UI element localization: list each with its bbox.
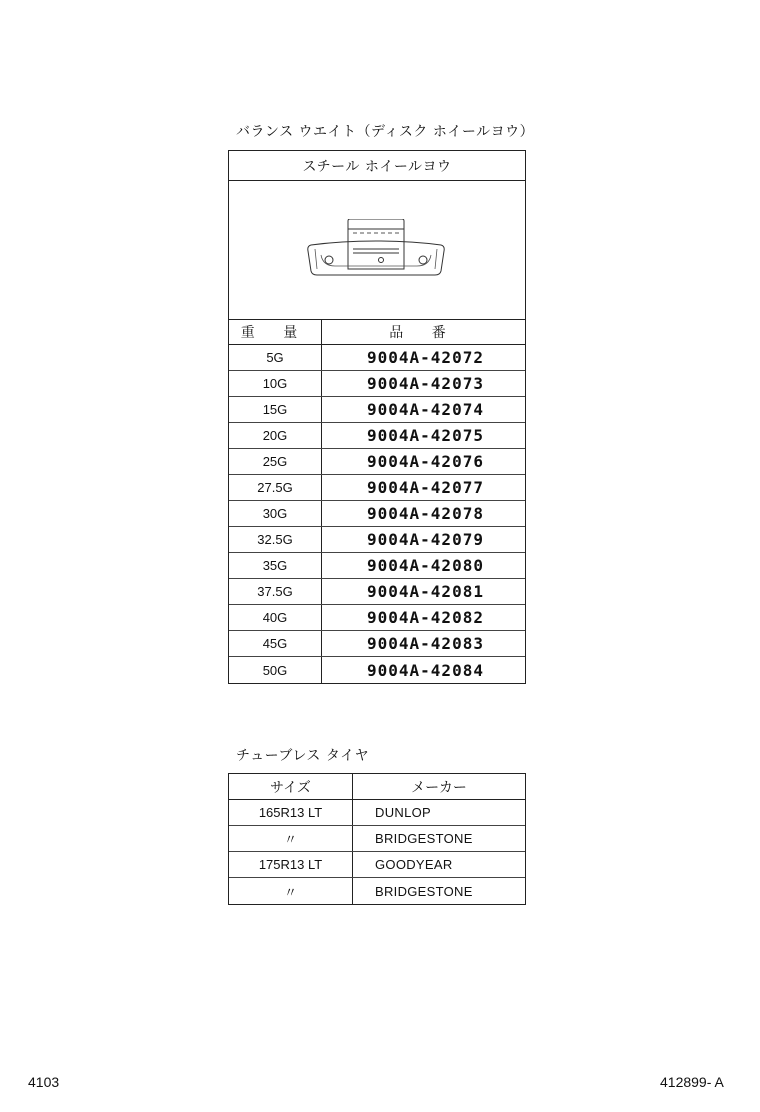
tire-table (228, 773, 526, 905)
size-cell: 〃 (229, 826, 353, 851)
weight-cell: 40G (229, 605, 322, 630)
weight-cell: 32.5G (229, 527, 322, 552)
part-number-cell: 9004A-42082 (367, 608, 484, 627)
table-row (229, 852, 525, 878)
weight-cell: 30G (229, 501, 322, 526)
page-heading: バランス ウエイト（ディスク ホイールヨウ） (236, 124, 535, 140)
weight-cell: 45G (229, 631, 322, 656)
table-row (229, 345, 525, 371)
page-number-right: 412899- A (660, 1074, 724, 1090)
part-number-cell: 9004A-42076 (367, 452, 484, 471)
table-row (229, 527, 525, 553)
maker-cell: DUNLOP (375, 805, 431, 820)
weight-cell: 25G (229, 449, 322, 474)
weight-cell: 5G (229, 345, 322, 370)
table-row (229, 449, 525, 475)
size-cell: 175R13 LT (229, 852, 353, 877)
part-number-cell: 9004A-42079 (367, 530, 484, 549)
weight-cell: 20G (229, 423, 322, 448)
maker-cell: BRIDGESTONE (375, 883, 473, 899)
part-number-cell: 9004A-42077 (367, 478, 484, 497)
table-row (229, 631, 525, 657)
table-row (229, 475, 525, 501)
part-number-cell: 9004A-42083 (367, 634, 484, 653)
size-cell: 165R13 LT (229, 800, 353, 825)
col-size: サイズ (229, 774, 353, 799)
weight-cell: 35G (229, 553, 322, 578)
part-number-cell: 9004A-42084 (367, 660, 484, 680)
table-row (229, 371, 525, 397)
part-number-cell: 9004A-42074 (367, 400, 484, 419)
column-headers (229, 320, 525, 345)
table-row (229, 423, 525, 449)
part-number-cell: 9004A-42080 (367, 556, 484, 575)
table-row (229, 501, 525, 527)
weight-cell: 10G (229, 371, 322, 396)
weight-cell: 27.5G (229, 475, 322, 500)
part-number-cell: 9004A-42078 (367, 504, 484, 523)
weight-cell: 15G (229, 397, 322, 422)
page-number-left: 4103 (28, 1074, 60, 1090)
table-row (229, 826, 525, 852)
part-number-cell: 9004A-42081 (367, 582, 484, 601)
col-maker: メーカー (411, 779, 467, 796)
part-number-cell: 9004A-42073 (367, 374, 484, 393)
balance-weight-icon (301, 219, 451, 279)
table-row (229, 800, 525, 826)
weight-cell: 50G (229, 657, 322, 683)
table-row (229, 553, 525, 579)
tire-column-headers (229, 774, 525, 800)
tire-heading: チューブレス タイヤ (236, 748, 370, 764)
balance-weight-table (228, 150, 526, 684)
size-cell: 〃 (229, 878, 353, 904)
illustration-panel (229, 181, 525, 320)
section-title: スチール ホイールヨウ (229, 151, 525, 181)
part-number-cell: 9004A-42075 (367, 426, 484, 445)
table-row (229, 878, 525, 904)
col-part-number: 品 番 (389, 325, 458, 341)
table-row (229, 397, 525, 423)
part-number-cell: 9004A-42072 (367, 348, 484, 367)
table-row (229, 605, 525, 631)
maker-cell: BRIDGESTONE (375, 831, 473, 846)
table-row (229, 657, 525, 683)
table-row (229, 579, 525, 605)
weight-cell: 37.5G (229, 579, 322, 604)
maker-cell: GOODYEAR (375, 857, 453, 872)
col-weight: 重 量 (229, 320, 322, 344)
